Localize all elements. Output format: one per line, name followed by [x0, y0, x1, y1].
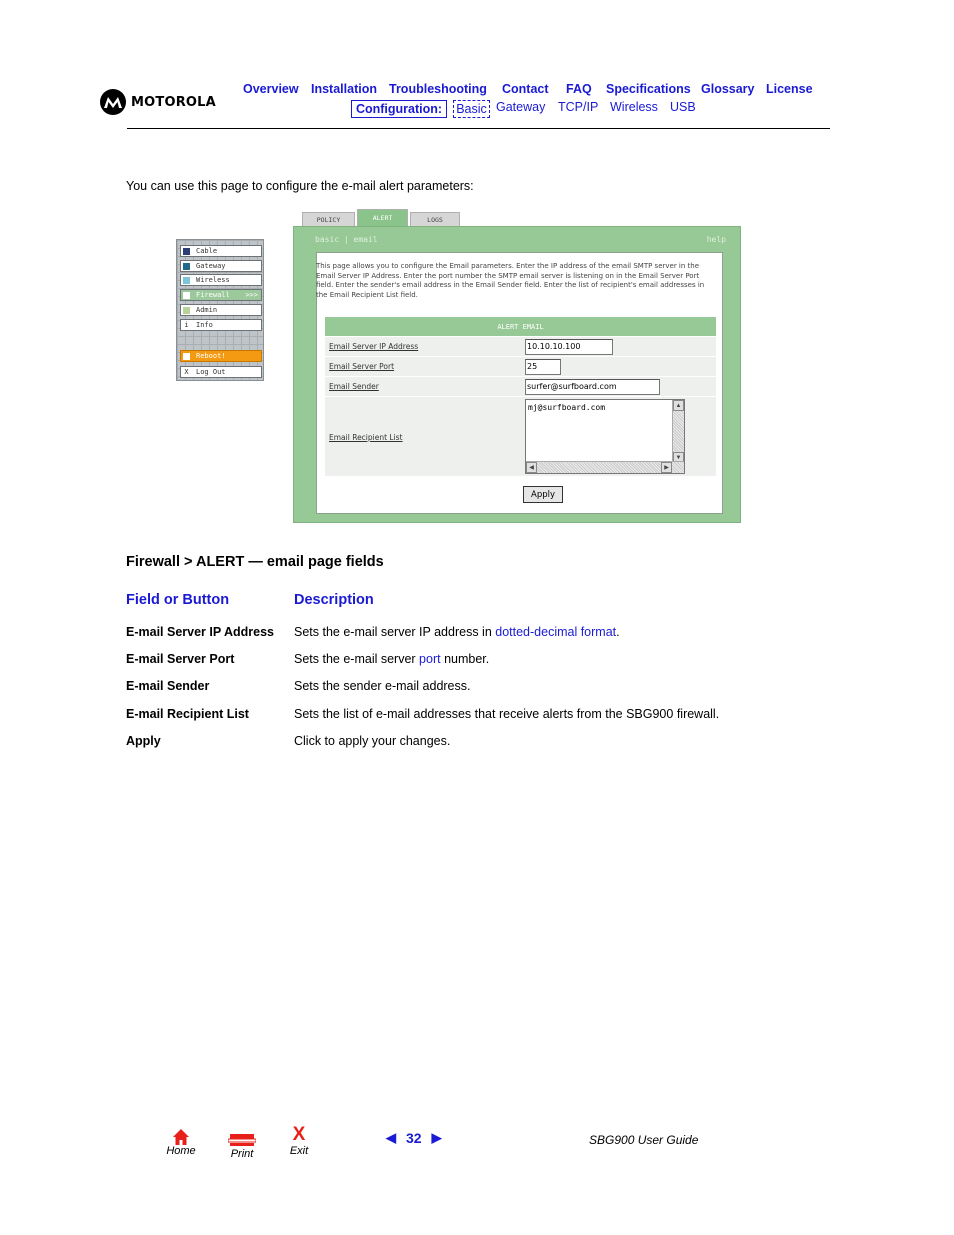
printer-icon	[228, 1133, 256, 1147]
menu-item-gateway[interactable]: Gateway	[180, 260, 262, 272]
gateway-side-menu	[176, 239, 264, 381]
page-navigation	[386, 1130, 442, 1146]
row-server-port	[325, 357, 716, 376]
apply-button[interactable]: Apply	[523, 486, 563, 503]
port-link[interactable]: port	[419, 652, 441, 666]
menu-item-wireless[interactable]: Wireless	[180, 274, 262, 286]
sender-label: Email Sender	[329, 382, 379, 391]
field-name: E-mail Server Port	[126, 652, 235, 666]
vertical-scrollbar[interactable]	[672, 400, 684, 463]
panel-content	[316, 252, 723, 514]
header-divider	[127, 128, 830, 129]
tab-logs[interactable]: LOGS	[410, 212, 460, 226]
home-icon	[172, 1128, 190, 1146]
row-sender	[325, 377, 716, 396]
row-recipient-list	[325, 397, 716, 476]
field-description: Sets the e-mail server port number.	[294, 652, 490, 666]
help-link[interactable]: help	[706, 235, 726, 244]
motorola-logo	[100, 88, 216, 116]
guide-title: SBG900 User Guide	[589, 1133, 699, 1147]
reboot-icon	[183, 353, 190, 360]
wireless-icon	[183, 277, 190, 284]
field-name: E-mail Sender	[126, 679, 210, 693]
horizontal-scrollbar[interactable]	[526, 461, 684, 473]
nav-faq[interactable]: FAQ	[566, 82, 592, 96]
exit-x-icon: X	[292, 1124, 306, 1145]
nav-contact[interactable]: Contact	[502, 82, 549, 96]
field-description: Sets the sender e-mail address.	[294, 679, 471, 693]
menu-item-reboot[interactable]: Reboot!	[180, 350, 262, 362]
gateway-icon	[183, 263, 190, 270]
exit-button[interactable]: X Exit	[284, 1125, 314, 1157]
column-header-description: Description	[294, 592, 374, 608]
print-button[interactable]: Print	[226, 1133, 258, 1160]
menu-item-cable[interactable]: Cable	[180, 245, 262, 257]
menu-item-info[interactable]: i Info	[180, 319, 262, 331]
field-description: Sets the list of e-mail addresses that receive alerts from the SBG900 firewall.	[294, 707, 720, 721]
server-ip-input[interactable]: 10.10.10.100	[525, 339, 613, 355]
nav-glossary[interactable]: Glossary	[701, 82, 755, 96]
panel-description: This page allows you to configure the Email parameters. Enter the IP address of the email SMTP server in the Email Server IP Address. Enter the port number the SMTP email server is listening on in the Email Server Port field. Enter the sender's email address in the Email Sender field. Enter the list of recipient's email addresses in the Email Recipient List field.	[316, 262, 705, 299]
logout-x-icon: X	[184, 367, 189, 376]
firewall-icon	[183, 292, 190, 299]
nav-installation[interactable]: Installation	[311, 82, 377, 96]
nav-wireless[interactable]: Wireless	[610, 100, 658, 114]
menu-item-firewall[interactable]: Firewall >>>	[180, 289, 262, 301]
intro-text: You can use this page to configure the e-mail alert parameters:	[126, 179, 474, 193]
nav-troubleshooting[interactable]: Troubleshooting	[389, 82, 487, 96]
form-title: ALERT EMAIL	[325, 317, 716, 336]
scroll-right-icon[interactable]: ▶	[661, 462, 672, 473]
field-name: E-mail Recipient List	[126, 707, 249, 721]
recipient-list-label: Email Recipient List	[329, 433, 403, 442]
scroll-down-icon[interactable]: ▼	[673, 452, 684, 463]
nav-basic[interactable]: Basic	[453, 100, 490, 118]
sender-input[interactable]: surfer@surfboard.com	[525, 379, 660, 395]
menu-item-logout[interactable]: X Log Out	[180, 366, 262, 378]
panel-header-bar	[294, 227, 740, 251]
cable-icon	[183, 248, 190, 255]
column-header-field: Field or Button	[126, 592, 230, 608]
recipient-list-value: mj@surfboard.com	[528, 403, 606, 412]
tab-policy[interactable]: POLICY	[302, 212, 355, 226]
dotted-decimal-link[interactable]: dotted-decimal format	[495, 625, 617, 639]
field-description: Sets the e-mail server IP address in dotted-decimal format.	[294, 625, 620, 639]
menu-item-admin[interactable]: Admin	[180, 304, 262, 316]
section-title: Firewall > ALERT — email page fields	[126, 554, 384, 570]
home-button[interactable]: Home	[164, 1128, 198, 1157]
scroll-up-icon[interactable]: ▲	[673, 400, 684, 411]
nav-tcpip[interactable]: TCP/IP	[558, 100, 599, 114]
field-name: Apply	[126, 734, 161, 748]
row-server-ip	[325, 337, 716, 356]
scroll-left-icon[interactable]: ◀	[526, 462, 537, 473]
server-port-input[interactable]: 25	[525, 359, 561, 375]
info-icon: i	[184, 320, 189, 329]
panel-breadcrumb: basic | email	[315, 235, 378, 244]
tab-alert[interactable]: ALERT	[357, 209, 408, 226]
brand-name: MOTOROLA	[131, 94, 216, 110]
admin-icon	[183, 307, 190, 314]
nav-usb[interactable]: USB	[670, 100, 696, 114]
page-number: 32	[406, 1130, 422, 1146]
nav-gateway[interactable]: Gateway	[496, 100, 546, 114]
nav-license[interactable]: License	[766, 82, 813, 96]
recipient-list-textarea[interactable]	[525, 399, 685, 474]
nav-overview[interactable]: Overview	[243, 82, 299, 96]
server-port-label: Email Server Port	[329, 362, 395, 371]
field-description: Click to apply your changes.	[294, 734, 451, 748]
next-page-arrow-icon[interactable]: ▶	[431, 1130, 442, 1145]
email-alert-panel	[293, 226, 741, 523]
field-name: E-mail Server IP Address	[126, 625, 274, 639]
nav-specifications[interactable]: Specifications	[606, 82, 691, 96]
prev-page-arrow-icon[interactable]: ◀	[386, 1130, 396, 1145]
nav-configuration[interactable]: Configuration:	[351, 100, 447, 118]
motorola-batwing-icon	[100, 89, 126, 115]
server-ip-label: Email Server IP Address	[329, 342, 419, 351]
